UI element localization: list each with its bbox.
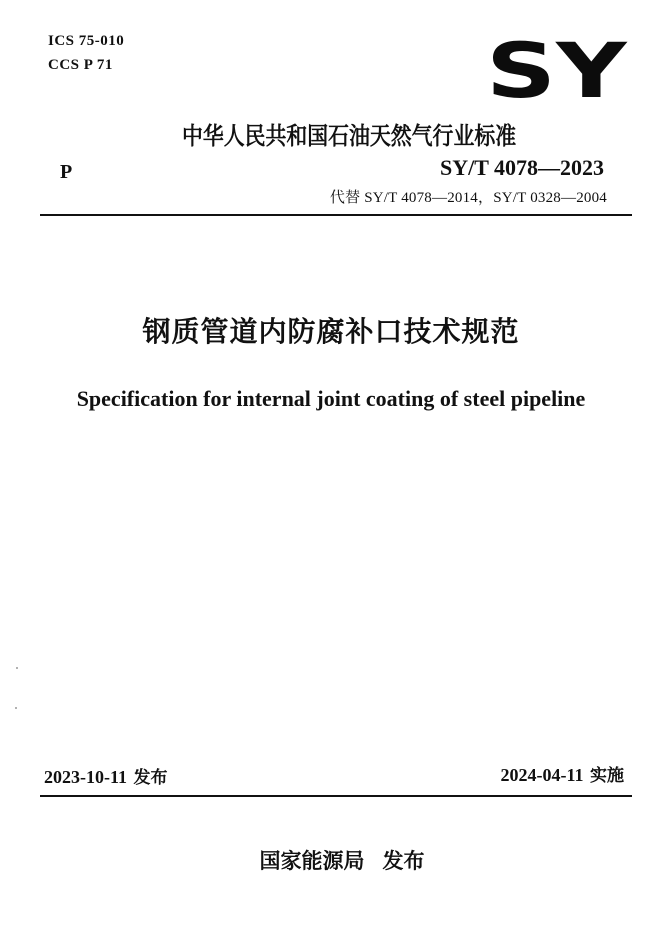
issue-date-line: [44, 763, 168, 788]
standard-number: SY/T 4078—2023: [439, 155, 604, 180]
scan-speck: [15, 707, 17, 709]
publisher-line: [0, 845, 662, 875]
implementation-label: 实施: [590, 766, 624, 786]
issue-date: 2023-10-11: [44, 767, 127, 787]
ccs-code: CCS P 71: [48, 57, 113, 73]
category-letter: P: [60, 161, 73, 183]
publisher-action: 发布: [382, 849, 425, 873]
top-divider: [40, 214, 632, 216]
scan-speck: [16, 667, 18, 669]
document-title-cn: 钢质管道内防腐补口技术规范: [142, 315, 520, 348]
implementation-date-line: [501, 761, 625, 786]
publisher-name: 国家能源局: [259, 849, 365, 873]
sy-logo: SY: [486, 26, 627, 115]
replaces-note: 代替 SY/T 4078—2014，SY/T 0328—2004: [329, 190, 607, 206]
implementation-date: 2024-04-11: [500, 765, 584, 785]
bottom-divider: [40, 795, 632, 797]
issue-label: 发布: [133, 768, 168, 788]
ics-code: ICS 75-010: [48, 33, 125, 49]
document-title-en: Specification for internal joint coating of steel pipeline: [76, 386, 586, 411]
issuer-title: 中华人民共和国石油天然气行业标准: [182, 122, 517, 150]
